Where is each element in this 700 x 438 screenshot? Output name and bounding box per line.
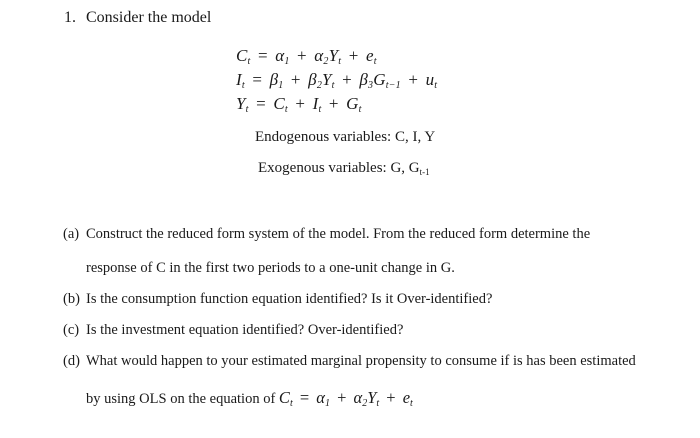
part-a-text-line2: response of C in the first two periods to a one-unit change in G.: [86, 260, 455, 276]
exogenous-variables: Exogenous variables: G, $G_{t-1}$: [258, 160, 430, 177]
part-b-label: (b): [63, 291, 80, 307]
part-d-text-line2: by using OLS on the equation of $C_t = \alpha_1 + \alpha_2Y_t + e_t$: [86, 388, 413, 409]
part-a-label: (a): [63, 226, 80, 242]
equation-consumption: $C_t = \alpha_1 + \alpha_2Y_t + e_t$: [236, 46, 377, 67]
part-d-label: (d): [63, 353, 80, 369]
equation-investment: $I_t = \beta_1 + \beta_2Y_t + \beta_3G_{t-1} + u_t$: [236, 70, 438, 91]
inline-consumption-equation: $C_t = \alpha_1 + \alpha_2Y_t + e_t$: [278, 388, 413, 409]
question-intro: Consider the model: [86, 9, 212, 26]
equation-income-identity: $Y_t = C_t + I_t + G_t$: [236, 94, 362, 115]
question-number: 1.: [64, 9, 76, 26]
part-d-text-line1: What would happen to your estimated marginal propensity to consume if is has been estimated: [86, 353, 636, 369]
part-c-text: Is the investment equation identified? Over-identified?: [86, 322, 404, 338]
endogenous-variables: Endogenous variables: C, I, Y: [255, 129, 436, 145]
part-a-text-line1: Construct the reduced form system of the model. From the reduced form determine the: [86, 226, 591, 242]
part-c-label: (c): [63, 322, 80, 338]
part-b-text: Is the consumption function equation identified? Is it Over-identified?: [86, 291, 493, 307]
